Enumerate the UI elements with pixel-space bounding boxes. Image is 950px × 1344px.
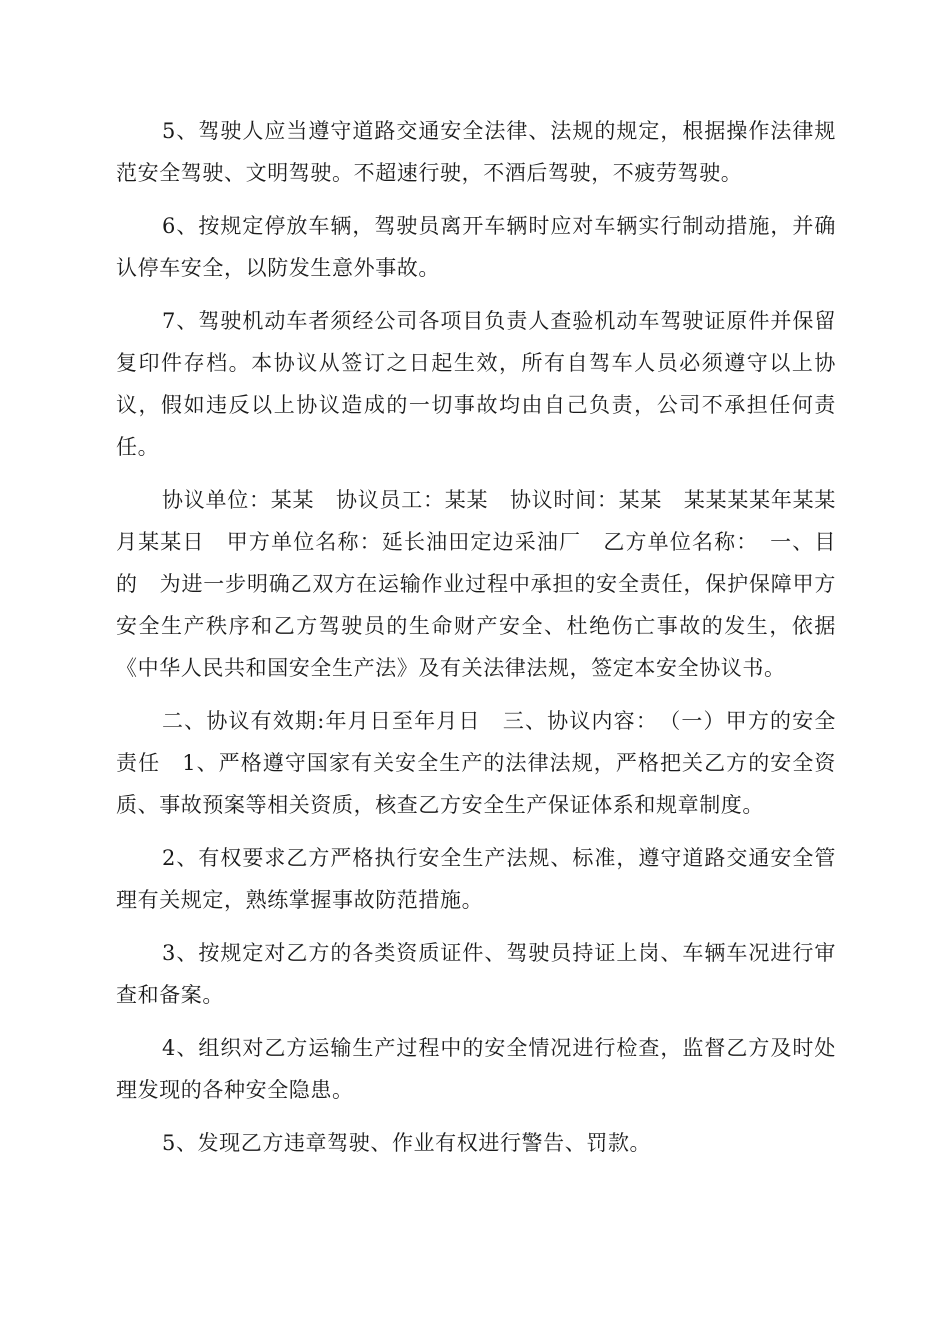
paragraph-license-check: 7、驾驶机动车者须经公司各项目负责人查验机动车驾驶证原件并保留复印件存档。本协议从签订之日起生效，所有自驾车人员必须遵守以上协议，假如违反以上协议造成的一切事故均由自己负责，公司不承担任何责任。 bbox=[116, 309, 836, 459]
paragraph-validity-content: 二、协议有效期:年月日至年月日 三、协议内容： （一）甲方的安全责任 1、严格遵守国家有关安全生产的法律法规，严格把关乙方的安全资质、事故预案等相关资质，核查乙方安全生产保证体系和规章制度。 bbox=[116, 709, 836, 817]
paragraph-duty-2: 2、有权要求乙方严格执行安全生产法规、标准，遵守道路交通安全管理有关规定，熟练掌握事故防范措施。 bbox=[116, 846, 836, 912]
paragraph-parties-purpose: 协议单位：某某 协议员工：某某 协议时间：某某 某某某某年某某月某某日 甲方单位名称：延长油田定边采油厂 乙方单位名称： 一、目的 为进一步明确乙双方在运输作业过程中承担的安全责任，保护保障甲方安全生产秩序和乙方驾驶员的生命财产安全、杜绝伤亡事故的发生，依据《中华人民共和国安全生产法》及有关法律法规，签定本安全协议书。 bbox=[116, 488, 836, 680]
document-page bbox=[116, 110, 836, 1175]
paragraph-driving-rules: 5、驾驶人应当遵守道路交通安全法律、法规的规定，根据操作法律规范安全驾驶、文明驾驶。不超速行驶，不酒后驾驶，不疲劳驾驶。 bbox=[116, 119, 836, 185]
paragraph-duty-5: 5、发现乙方违章驾驶、作业有权进行警告、罚款。 bbox=[162, 1131, 652, 1155]
paragraph-parking: 6、按规定停放车辆，驾驶员离开车辆时应对车辆实行制动措施，并确认停车安全，以防发生意外事故。 bbox=[116, 214, 836, 280]
paragraph-duty-3: 3、按规定对乙方的各类资质证件、驾驶员持证上岗、车辆车况进行审查和备案。 bbox=[116, 941, 836, 1007]
paragraph-duty-4: 4、组织对乙方运输生产过程中的安全情况进行检查，监督乙方及时处理发现的各种安全隐患。 bbox=[116, 1036, 836, 1102]
